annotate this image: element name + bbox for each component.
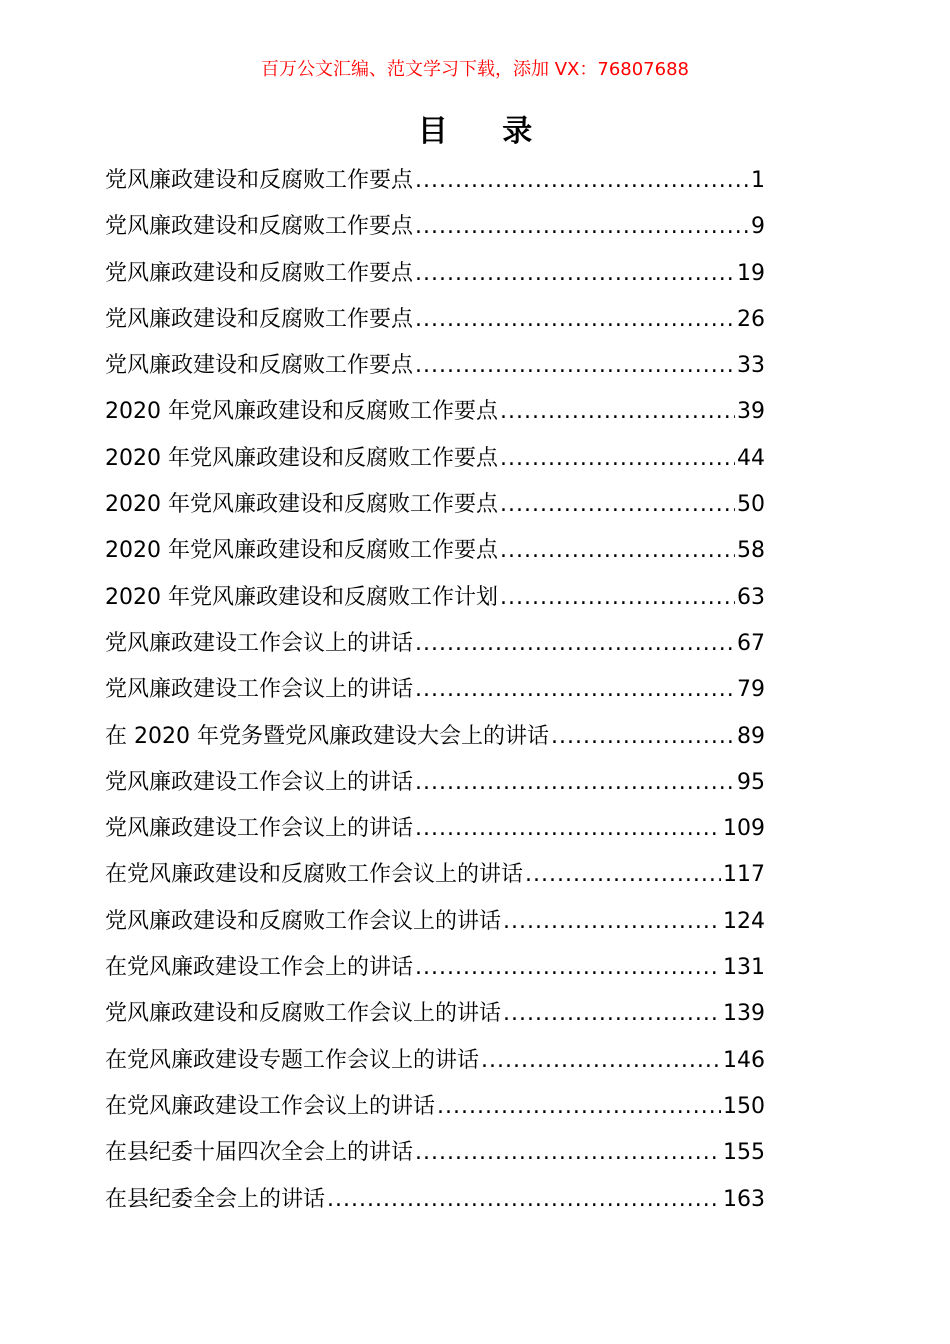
toc-entry-title: 在县纪委十届四次全会上的讲话: [105, 1140, 414, 1166]
toc-entry-page-number: 44: [737, 445, 765, 471]
toc-entry[interactable]: [105, 945, 765, 991]
toc-dot-leader: [415, 1130, 721, 1176]
toc-entry-title: 党风廉政建设和反腐败工作要点: [105, 168, 414, 193]
toc-entry[interactable]: [105, 667, 765, 713]
toc-dot-leader: [481, 1038, 721, 1084]
toc-entry-title: 在党风廉政建设工作会上的讲话: [105, 955, 414, 981]
toc-entry-title: 党风廉政建设和反腐败工作会议上的讲话: [105, 908, 502, 934]
toc-entry-title: 党风廉政建设和反腐败工作会议上的讲话: [105, 1001, 502, 1027]
toc-dot-leader: [500, 575, 735, 621]
toc-entry[interactable]: [105, 251, 765, 297]
toc-dot-leader: [551, 714, 735, 760]
toc-entry-page-number: 139: [723, 1001, 765, 1027]
toc-entry-title: 在党风廉政建设和反腐败工作会议上的讲话: [105, 862, 524, 888]
promo-header: 百万公文汇编、范文学习下载，添加 VX：76807688: [261, 59, 689, 80]
toc-entry-title: 党风廉政建设和反腐败工作要点: [105, 260, 414, 286]
toc-entry-page-number: 163: [723, 1186, 765, 1212]
toc-entry[interactable]: [105, 1130, 765, 1176]
toc-dot-leader: [415, 806, 721, 852]
toc-entry-page-number: 33: [737, 353, 765, 379]
toc-entry-page-number: 1: [751, 168, 765, 193]
toc-entry-page-number: 79: [737, 677, 765, 703]
toc-dot-leader: [500, 389, 735, 435]
toc-dot-leader: [503, 899, 721, 945]
toc-entry[interactable]: [105, 991, 765, 1037]
toc-entry[interactable]: [105, 806, 765, 852]
toc-entry[interactable]: [105, 1038, 765, 1084]
toc-entry-title: 在党风廉政建设专题工作会议上的讲话: [105, 1047, 480, 1073]
toc-entry[interactable]: [105, 343, 765, 389]
toc-entry[interactable]: [105, 714, 765, 760]
toc-dot-leader: [525, 852, 721, 898]
toc-entry-title: 2020 年党风廉政建设和反腐败工作要点: [105, 492, 498, 518]
toc-entry-title: 党风廉政建设工作会议上的讲话: [105, 630, 414, 656]
toc-entry[interactable]: [105, 204, 765, 250]
toc-entry-page-number: 39: [737, 399, 765, 425]
toc-entry[interactable]: [105, 1177, 765, 1223]
toc-dot-leader: [500, 436, 735, 482]
toc-entry-title: 2020 年党风廉政建设和反腐败工作计划: [105, 584, 498, 610]
toc-entry-title: 党风廉政建设工作会议上的讲话: [105, 769, 414, 795]
toc-entry-title: 党风廉政建设和反腐败工作要点: [105, 353, 414, 379]
toc-entry-page-number: 63: [737, 584, 765, 610]
toc-entry[interactable]: [105, 158, 765, 204]
toc-dot-leader: [415, 667, 735, 713]
toc-entry-page-number: 67: [737, 630, 765, 656]
toc-entry-page-number: 26: [737, 306, 765, 332]
toc-entry[interactable]: [105, 436, 765, 482]
toc-dot-leader: [327, 1177, 721, 1223]
toc-entry[interactable]: [105, 852, 765, 898]
toc-dot-leader: [415, 251, 735, 297]
toc-dot-leader: [415, 760, 735, 806]
toc-entry-page-number: 95: [737, 769, 765, 795]
toc-entry-page-number: 50: [737, 492, 765, 518]
toc-dot-leader: [415, 297, 735, 343]
toc-dot-leader: [415, 204, 749, 250]
toc-entry-page-number: 155: [723, 1140, 765, 1166]
toc-dot-leader: [415, 343, 735, 389]
toc-entry-page-number: 9: [751, 214, 765, 240]
toc-dot-leader: [500, 482, 735, 528]
toc-entry[interactable]: [105, 528, 765, 574]
toc-entry-page-number: 150: [723, 1093, 765, 1119]
toc-entry-title: 在 2020 年党务暨党风廉政建设大会上的讲话: [105, 723, 549, 749]
toc-entry[interactable]: [105, 899, 765, 945]
toc-entry[interactable]: [105, 297, 765, 343]
toc-entry-title: 党风廉政建设和反腐败工作要点: [105, 306, 414, 332]
toc-entry-page-number: 19: [737, 260, 765, 286]
toc-entry-page-number: 109: [723, 816, 765, 842]
toc-dot-leader: [503, 991, 721, 1037]
table-of-contents: [105, 158, 765, 1223]
toc-entry-title: 党风廉政建设工作会议上的讲话: [105, 677, 414, 703]
toc-entry-page-number: 89: [737, 723, 765, 749]
toc-entry-title: 在县纪委全会上的讲话: [105, 1186, 326, 1212]
toc-entry-title: 2020 年党风廉政建设和反腐败工作要点: [105, 538, 498, 564]
toc-dot-leader: [415, 158, 749, 204]
toc-entry[interactable]: [105, 389, 765, 435]
toc-dot-leader: [415, 945, 721, 991]
toc-entry-title: 2020 年党风廉政建设和反腐败工作要点: [105, 445, 498, 471]
toc-dot-leader: [415, 621, 735, 667]
toc-entry-title: 党风廉政建设工作会议上的讲话: [105, 816, 414, 842]
toc-entry-page-number: 146: [723, 1047, 765, 1073]
toc-entry-title: 2020 年党风廉政建设和反腐败工作要点: [105, 399, 498, 425]
toc-entry[interactable]: [105, 760, 765, 806]
toc-dot-leader: [437, 1084, 721, 1130]
toc-entry-page-number: 124: [723, 908, 765, 934]
toc-entry-title: 在党风廉政建设工作会议上的讲话: [105, 1093, 436, 1119]
page-title: 目 录: [417, 114, 555, 149]
toc-entry[interactable]: [105, 575, 765, 621]
toc-entry-page-number: 117: [723, 862, 765, 888]
toc-entry[interactable]: [105, 621, 765, 667]
toc-entry[interactable]: [105, 1084, 765, 1130]
toc-dot-leader: [500, 528, 735, 574]
toc-entry-page-number: 58: [737, 538, 765, 564]
toc-entry-title: 党风廉政建设和反腐败工作要点: [105, 214, 414, 240]
toc-entry-page-number: 131: [723, 955, 765, 981]
toc-entry[interactable]: [105, 482, 765, 528]
